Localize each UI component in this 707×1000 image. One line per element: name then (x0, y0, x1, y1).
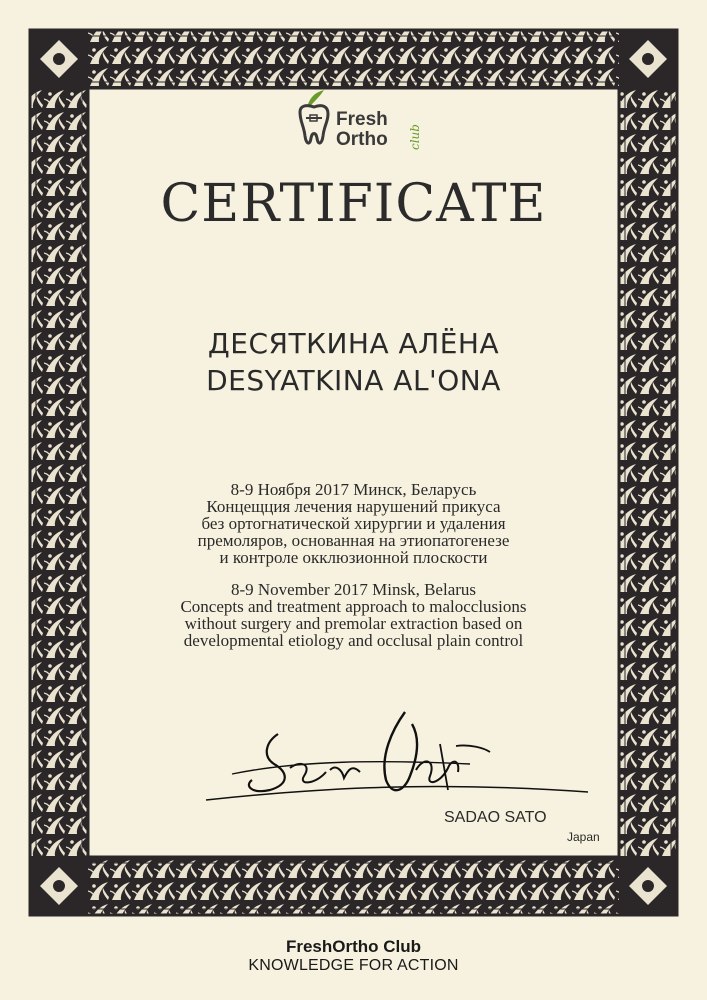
logo-word-ortho: Ortho (336, 129, 388, 150)
footer-org: FreshOrtho Club (285, 937, 422, 956)
course-en-line: 8-9 November 2017 Minsk, Belarus (230, 580, 477, 599)
certificate-title: CERTIFICATE (160, 174, 547, 234)
logo-word-fresh: Fresh (336, 109, 388, 130)
course-en-line: Concepts and treatment approach to malocclusions (180, 597, 527, 616)
course-ru-line: премоляров, основанная на этиопатогенезе (197, 531, 510, 550)
course-ru-line: без ортогнатической хирургии и удаления (201, 514, 506, 533)
course-ru-line: 8-9 Ноября 2017 Минск, Беларусь (230, 480, 477, 499)
tooth-logo-icon (296, 90, 332, 150)
logo-word-club: club (408, 124, 422, 150)
fresh-ortho-logo (296, 90, 426, 162)
recipient-name-ru: ДЕСЯТКИНА АЛЁНА (207, 327, 500, 360)
course-en-line: without surgery and premolar extraction based on (184, 614, 523, 633)
footer-slogan: KNOWLEDGE FOR ACTION (248, 957, 459, 974)
recipient-name-en: DESYATKINA AL'ONA (206, 364, 501, 397)
signatory-country: Japan (567, 830, 600, 844)
course-ru-line: Концещция лечения нарушений прикуса (206, 497, 501, 516)
signatory-name: SADAO SATO (444, 809, 547, 826)
course-ru-line: и контроле окклюзионной плоскости (219, 548, 488, 567)
course-en-line: developmental etiology and occlusal plain control (183, 631, 524, 650)
